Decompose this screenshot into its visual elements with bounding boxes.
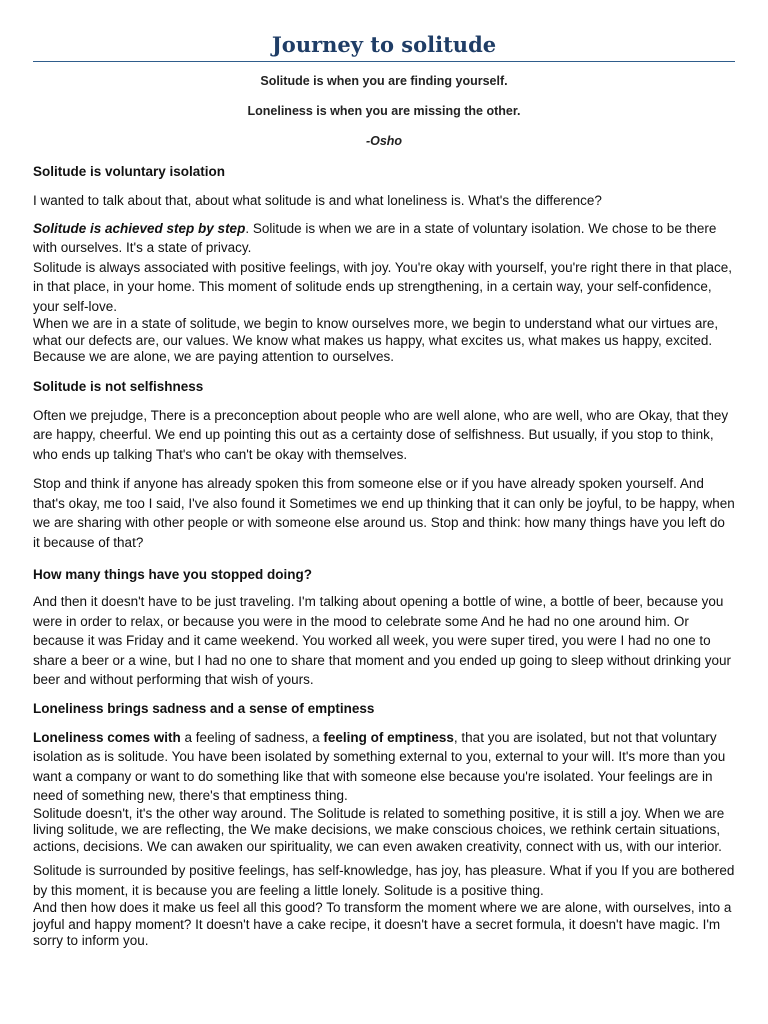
paragraph-text: . Solitude is when we are in a state of voluntary isolation. We chose to be there with ourselves. It's a state of privacy. <box>33 220 717 255</box>
section-heading-stopped-doing: How many things have you stopped doing? <box>33 567 313 582</box>
section-heading-voluntary-isolation: Solitude is voluntary isolation <box>33 164 226 179</box>
quote-line-2: Loneliness is when you are missing the other. <box>247 104 521 118</box>
paragraph: When we are in a state of solitude, we begin to know ourselves more, we begin to understand what our virtues are, what our defects are, our values. We know what makes us happy, what excites us, what makes us happy, excited. Because we are alone, we are paying attention to ourselves. <box>33 316 719 364</box>
paragraph <box>33 219 735 258</box>
section-heading-loneliness: Loneliness brings sadness and a sense of emptiness <box>33 700 375 716</box>
quote-author: -Osho <box>365 134 403 148</box>
title-divider <box>33 61 735 62</box>
bold-text: feeling of emptiness <box>323 729 454 745</box>
page-title: Journey to solitude <box>271 32 497 57</box>
paragraph: Stop and think if anyone has already spoken this from someone else or if you have already spoken yourself. And that's okay, me too I said, I've also found it Sometimes we end up thinking that it can only be joyful, to be happy, when we are sharing with other people or with someone else around us. Stop and think: how many things have you left do it because of that? <box>33 476 735 550</box>
paragraph: Solitude is always associated with positive feelings, with joy. You're okay with yourself, you're right there in that place, in that place, in your home. This moment of solitude ends up strengthening, in a certain way, your self-confidence, your self-love. <box>33 259 733 314</box>
quote-line-1: Solitude is when you are finding yourself. <box>260 74 508 88</box>
paragraph-text: , that you are isolated, but not that voluntary isolation as is solitude. You have been isolated by something external to you, external to your will. It's more than you want a company or want to do something like that with someone else because you're isolated. Your feelings are in need of something new, there's that emptiness thing. <box>33 729 726 803</box>
paragraph: And then how does it make us feel all this good? To transform the moment where we are alone, with ourselves, into a joyful and happy moment? It doesn't have a cake recipe, it doesn't have a secret formula, it doesn't have magic. I'm sorry to inform you. <box>33 900 732 948</box>
paragraph: Solitude is surrounded by positive feelings, has self-knowledge, has joy, has pleasure. What if you If you are bothered by this moment, it is because you are feeling a little lonely. Solitude is a positive thing. <box>33 863 735 898</box>
emphasis-text: Solitude is achieved step by step <box>33 220 246 236</box>
paragraph: Often we prejudge, There is a preconception about people who are well alone, who are well, who are Okay, that they are happy, cheerful. We end up pointing this out as a certainty dose of selfishness. But usually, if you stop to think, who ends up talking That's who can't be okay with themselves. <box>33 407 729 462</box>
paragraph: I wanted to talk about that, about what solitude is and what loneliness is. What's the difference? <box>33 193 602 208</box>
bold-text: Loneliness comes with <box>33 729 181 745</box>
paragraph: And then it doesn't have to be just traveling. I'm talking about opening a bottle of wine, a bottle of beer, because you were in order to relax, or because you were in the mood to celebrate some And he had no one around him. Or because it was Friday and it came weekend. You worked all week, you were super tired, you were I had no one to share a beer or a wine, but I had no one to share that moment and you ended up going to sleep without drinking your beer and without performing that wish of yours. <box>33 594 731 687</box>
paragraph-text: a feeling of sadness, a <box>180 729 324 745</box>
paragraph <box>33 728 735 806</box>
section-heading-not-selfishness: Solitude is not selfishness <box>33 378 204 394</box>
paragraph: Solitude doesn't, it's the other way around. The Solitude is related to something positive, it is still a joy. When we are living solitude, we are reflecting, the We make decisions, we make conscious choices, we rethink certain situations, actions, decisions. We can awaken our spirituality, we can even awaken creativity, connect with us, with our interior. <box>33 805 725 854</box>
